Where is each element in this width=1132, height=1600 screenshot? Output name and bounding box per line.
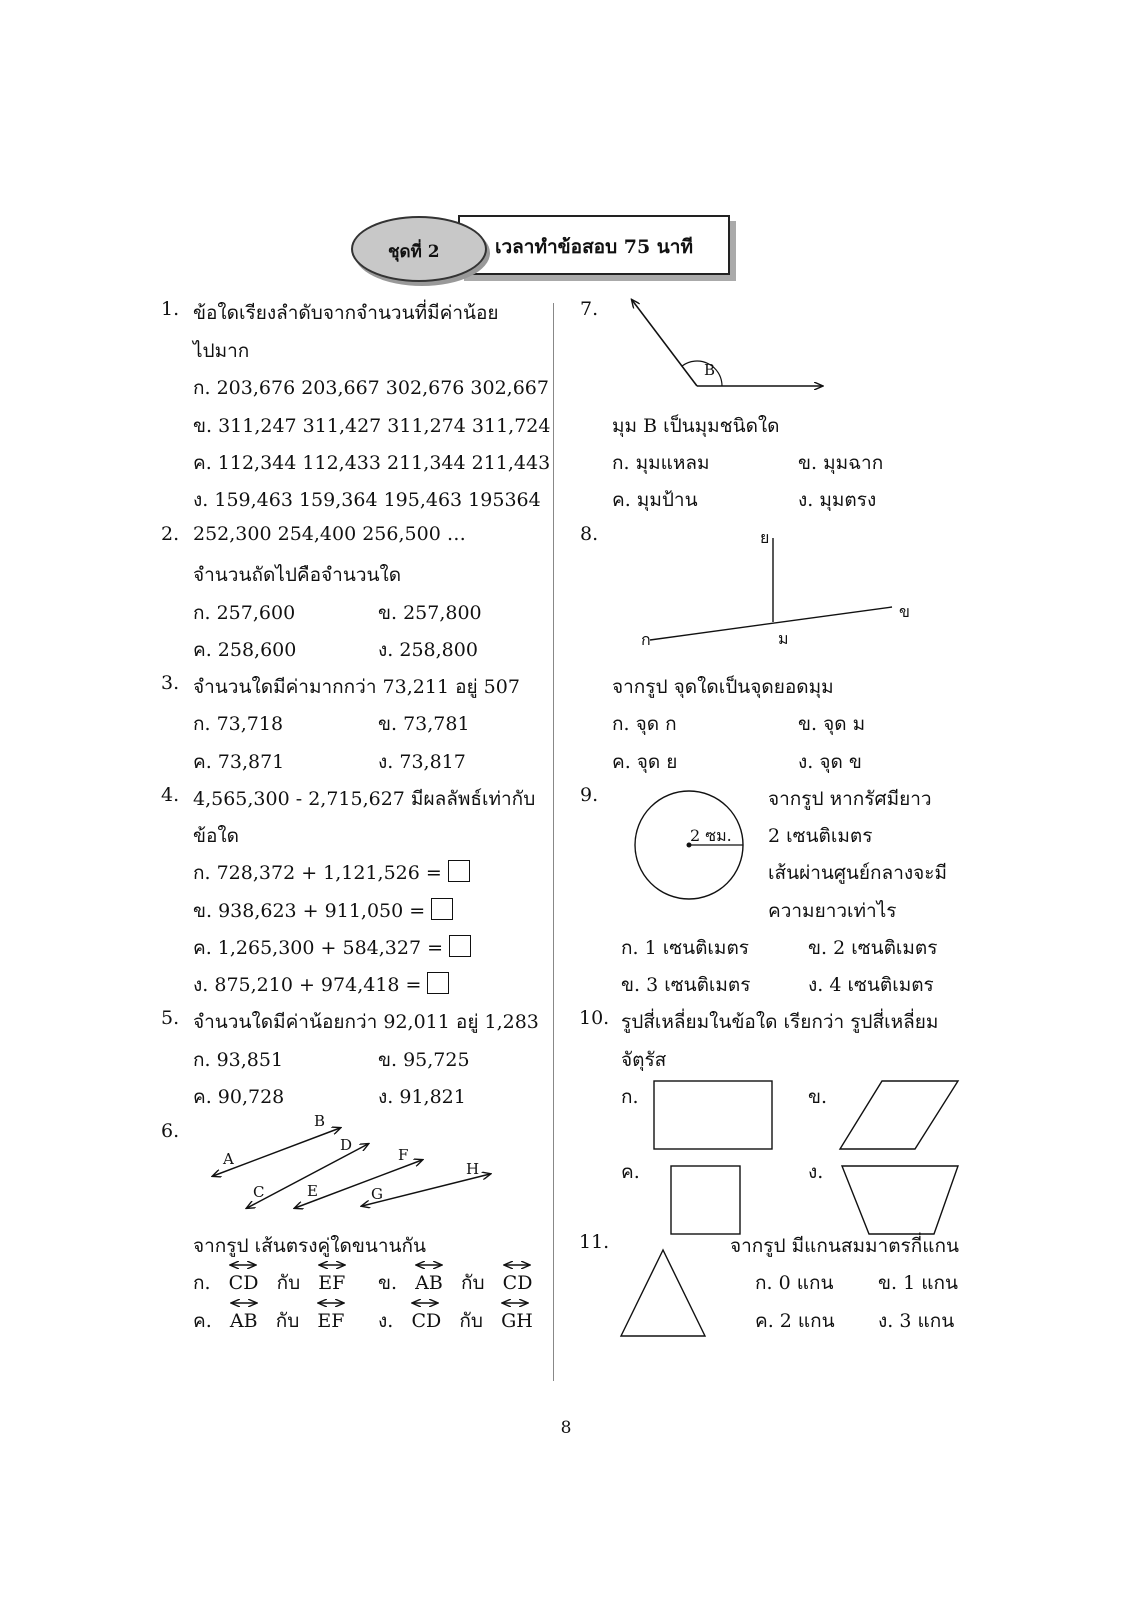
q10-option-d: ง. bbox=[808, 1161, 824, 1183]
label-d: D bbox=[340, 1136, 353, 1154]
q9-number: 9. bbox=[580, 784, 599, 806]
q8-number: 8. bbox=[580, 523, 599, 545]
q3-text: จำนวนใดมีค่ามากกว่า 73,211 อยู่ 507 bbox=[193, 676, 520, 698]
q9-option-c: ข. 3 เซนติเมตร bbox=[621, 974, 751, 996]
line-notation: AB bbox=[415, 1272, 443, 1294]
q8-option-d: ง. จุด ข bbox=[798, 751, 862, 773]
q10-option-b: ข. bbox=[808, 1086, 828, 1108]
q3-option-c: ค. 73,871 bbox=[193, 751, 285, 773]
q11-option-b: ข. 1 แกน bbox=[878, 1272, 958, 1294]
q7-text: มุม B เป็นมุมชนิดใด bbox=[612, 415, 780, 437]
line-notation: CD bbox=[228, 1272, 259, 1294]
q6-number: 6. bbox=[161, 1120, 180, 1142]
line-notation: CD bbox=[411, 1310, 442, 1332]
label-e: E bbox=[307, 1182, 318, 1200]
q5-number: 5. bbox=[161, 1007, 180, 1029]
q8-option-a: ก. จุด ก bbox=[612, 713, 677, 735]
q2-number: 2. bbox=[161, 523, 180, 545]
q11-option-a: ก. 0 แกน bbox=[755, 1272, 834, 1294]
q5-option-b: ข. 95,725 bbox=[378, 1049, 470, 1071]
q11-option-c: ค. 2 แกน bbox=[755, 1310, 835, 1332]
q7-option-b: ข. มุมฉาก bbox=[798, 452, 884, 474]
q10-option-c: ค. bbox=[621, 1161, 640, 1183]
q4-text-cont: ข้อใด bbox=[193, 825, 240, 847]
page-number: 8 bbox=[560, 1418, 572, 1438]
label-c: C bbox=[253, 1183, 265, 1201]
q1-number: 1. bbox=[161, 298, 180, 320]
label-g: G bbox=[371, 1185, 383, 1203]
header-time-label: เวลาทำข้อสอบ 75 นาที bbox=[495, 236, 693, 258]
q1-option-c: ค. 112,344 112,433 211,344 211,443 bbox=[193, 452, 551, 474]
q2-option-a: ก. 257,600 bbox=[193, 602, 296, 624]
q11-number: 11. bbox=[579, 1231, 610, 1253]
q5-option-d: ง. 91,821 bbox=[378, 1086, 466, 1108]
q2-text: 252,300 254,400 256,500 … bbox=[193, 523, 466, 545]
q9-option-a: ก. 1 เซนติเมตร bbox=[621, 937, 749, 959]
label-a: A bbox=[223, 1150, 234, 1168]
q4-option-c: ค. 1,265,300 + 584,327 = bbox=[193, 933, 471, 963]
q8-label-k: ก bbox=[641, 630, 651, 649]
label-h: H bbox=[466, 1160, 480, 1178]
q8-option-b: ข. จุด ม bbox=[798, 713, 866, 735]
q9-text-2: 2 เซนติเมตร bbox=[768, 825, 873, 847]
header-set-label: ชุดที่ 2 bbox=[388, 242, 440, 262]
line-notation: AB bbox=[229, 1310, 258, 1332]
q9-text-4: ความยาวเท่าไร bbox=[768, 900, 897, 922]
q1-option-b: ข. 311,247 311,427 311,274 311,724 bbox=[193, 415, 551, 437]
line-notation: EF bbox=[317, 1310, 345, 1332]
q8-option-c: ค. จุด ย bbox=[612, 751, 678, 773]
q1-text-cont: ไปมาก bbox=[193, 340, 250, 362]
q11-text: จากรูป มีแกนสมมาตรกี่แกน bbox=[730, 1235, 959, 1257]
q7-option-d: ง. มุมตรง bbox=[798, 489, 877, 511]
q4-text: 4,565,300 - 2,715,627 มีผลลัพธ์เท่ากับ bbox=[193, 788, 536, 810]
q8-text: จากรูป จุดใดเป็นจุดยอดมุม bbox=[612, 676, 834, 698]
q3-number: 3. bbox=[161, 672, 180, 694]
line-notation: GH bbox=[501, 1310, 533, 1332]
q4-option-d: ง. 875,210 + 974,418 = bbox=[193, 970, 449, 1000]
q7-label-b: B bbox=[704, 361, 716, 379]
q2-option-c: ค. 258,600 bbox=[193, 639, 297, 661]
q1-option-d: ง. 159,463 159,364 195,463 195364 bbox=[193, 489, 541, 511]
q8-label-m: ม bbox=[778, 629, 789, 648]
q6-option-c: ค. AB กับ EF bbox=[193, 1310, 345, 1332]
q7-option-a: ก. มุมแหลม bbox=[612, 452, 710, 474]
q9-option-b: ข. 2 เซนติเมตร bbox=[808, 937, 938, 959]
q3-option-d: ง. 73,817 bbox=[378, 751, 466, 773]
line-notation: CD bbox=[502, 1272, 533, 1294]
q7-option-c: ค. มุมป้าน bbox=[612, 489, 698, 511]
q1-text: ข้อใดเรียงลำดับจากจำนวนที่มีค่าน้อย bbox=[193, 302, 499, 324]
q2-option-b: ข. 257,800 bbox=[378, 602, 482, 624]
label-b: B bbox=[314, 1112, 326, 1130]
q6-text: จากรูป เส้นตรงคู่ใดขนานกัน bbox=[193, 1235, 426, 1257]
q2-option-d: ง. 258,800 bbox=[378, 639, 478, 661]
q3-option-b: ข. 73,781 bbox=[378, 713, 470, 735]
q10-text-cont: จัตุรัส bbox=[621, 1049, 667, 1071]
q8-label-kh: ข bbox=[899, 602, 910, 621]
line-notation: EF bbox=[318, 1272, 346, 1294]
q4-option-a: ก. 728,372 + 1,121,526 = bbox=[193, 858, 470, 888]
label-f: F bbox=[398, 1146, 409, 1164]
q9-radius-label: 2 ซม. bbox=[690, 826, 732, 845]
q5-option-c: ค. 90,728 bbox=[193, 1086, 285, 1108]
q9-text-3: เส้นผ่านศูนย์กลางจะมี bbox=[768, 862, 948, 884]
q10-option-a: ก. bbox=[621, 1086, 639, 1108]
q7-number: 7. bbox=[580, 298, 599, 320]
q5-text: จำนวนใดมีค่าน้อยกว่า 92,011 อยู่ 1,283 bbox=[193, 1011, 539, 1033]
q9-text: จากรูป หากรัศมียาว bbox=[768, 788, 932, 810]
q6-option-a: ก. CD กับ EF bbox=[193, 1272, 346, 1294]
q10-text: รูปสี่เหลี่ยมในข้อใด เรียกว่า รูปสี่เหลี่ยม bbox=[621, 1011, 939, 1033]
q2-text-cont: จำนวนถัดไปคือจำนวนใด bbox=[193, 564, 402, 586]
q9-option-d: ง. 4 เซนติเมตร bbox=[808, 974, 934, 996]
q4-number: 4. bbox=[161, 784, 180, 806]
q6-option-d: ง. CD กับ GH bbox=[378, 1310, 533, 1332]
q4-option-b: ข. 938,623 + 911,050 = bbox=[193, 896, 453, 926]
q3-option-a: ก. 73,718 bbox=[193, 713, 284, 735]
q1-option-a: ก. 203,676 203,667 302,676 302,667 bbox=[193, 377, 549, 399]
q6-option-b: ข. AB กับ CD bbox=[378, 1272, 533, 1294]
q11-option-d: ง. 3 แกน bbox=[878, 1310, 955, 1332]
q10-number: 10. bbox=[579, 1007, 610, 1029]
q8-label-y: ย bbox=[760, 528, 770, 547]
q5-option-a: ก. 93,851 bbox=[193, 1049, 284, 1071]
